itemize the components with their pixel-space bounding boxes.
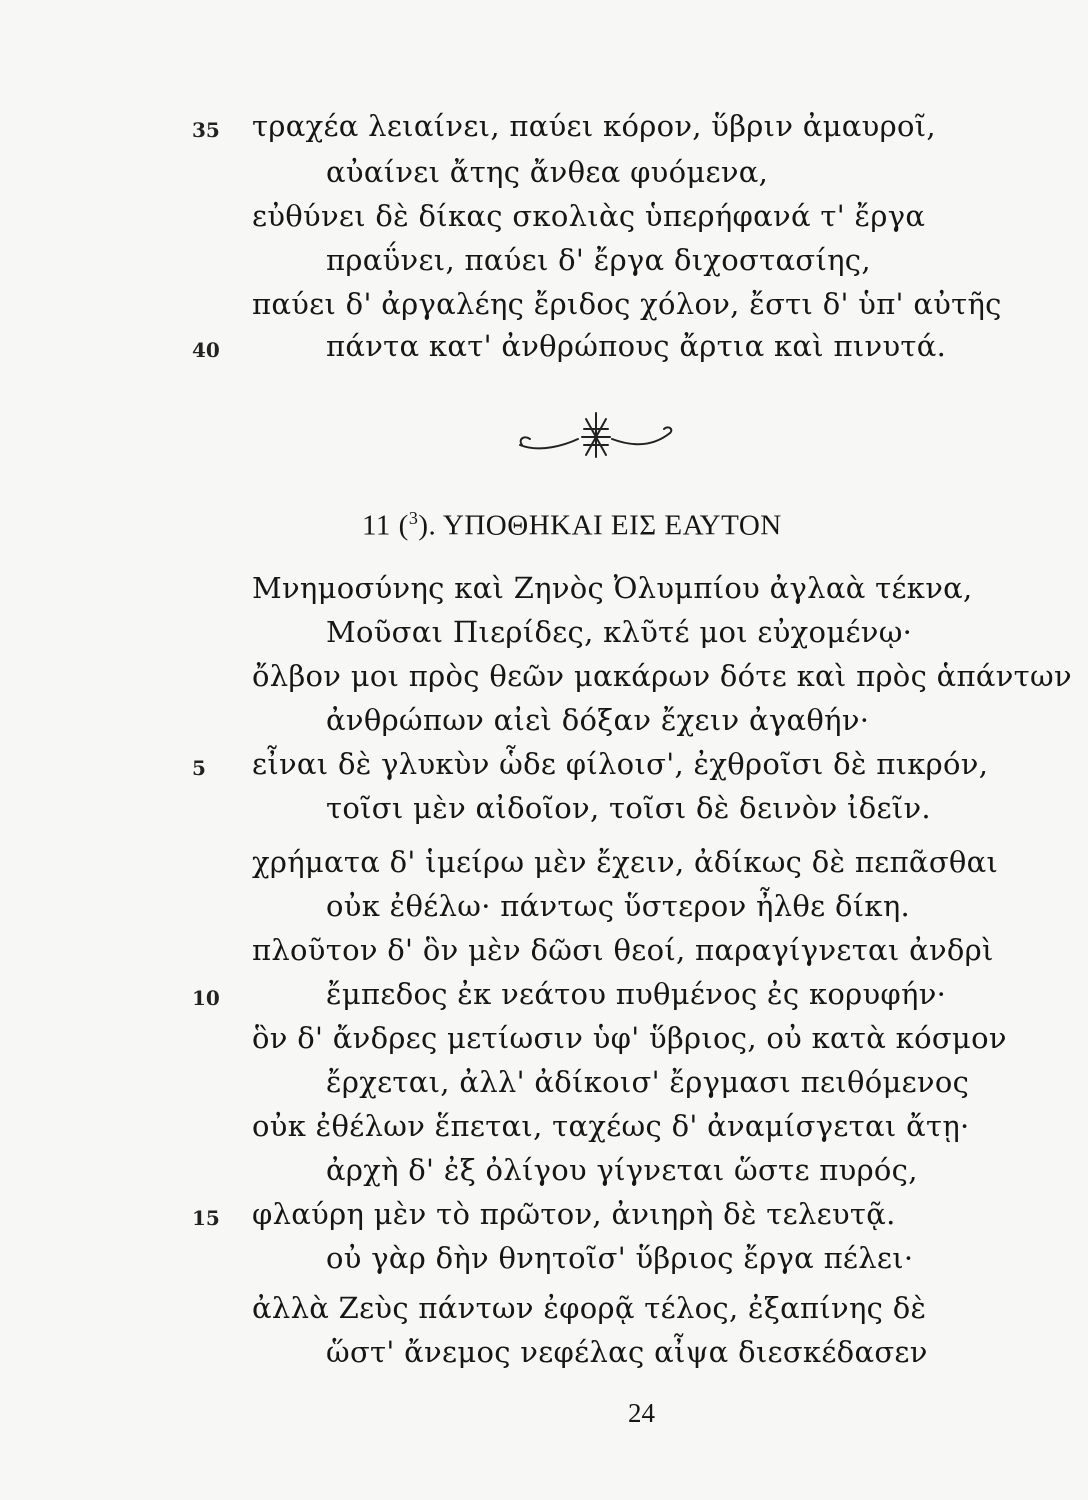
line-number: 35 xyxy=(192,118,220,142)
verse-line: αὐαίνει ἄτης ἄνθεα φυόμενα, xyxy=(326,155,769,189)
verse-line: ὥστ' ἄνεμος νεφέλας αἶψα διεσκέδασεν xyxy=(326,1335,928,1369)
verse-line: οὐ γὰρ δὴν θνητοῖσ' ὕβριος ἔργα πέλει· xyxy=(326,1241,914,1275)
verse-line: τραχέα λειαίνει, παύει κόρον, ὕβριν ἀμαυροῖ, xyxy=(252,109,936,143)
verse-line: ἀνθρώπων αἰεὶ δόξαν ἔχειν ἀγαθήν· xyxy=(326,703,870,737)
line-number: 15 xyxy=(192,1206,220,1230)
verse-line: ἀλλὰ Ζεὺς πάντων ἐφορᾷ τέλος, ἐξαπίνης δὲ xyxy=(252,1291,927,1325)
verse-line: οὐκ ἐθέλων ἕπεται, ταχέως δ' ἀναμίσγεται ἄτῃ· xyxy=(252,1109,970,1143)
verse-line: Μοῦσαι Πιερίδες, κλῦτέ μοι εὐχομένῳ· xyxy=(326,615,913,649)
line-number: 10 xyxy=(192,986,220,1010)
verse-line: Μνημοσύνης καὶ Ζηνὸς Ὀλυμπίου ἀγλαὰ τέκνα, xyxy=(252,571,973,605)
section-heading: 11 ($^3$). ΥΠΟΘΗΚΑΙ ΕΙΣ ΕΑΥΤΟΝ xyxy=(362,508,782,542)
ornament-icon xyxy=(510,405,680,465)
verse-line: ὄλβον μοι πρὸς θεῶν μακάρων δότε καὶ πρὸς ἁπάντων xyxy=(252,659,1072,693)
verse-line: τοῖσι μὲν αἰδοῖον, τοῖσι δὲ δεινὸν ἰδεῖν. xyxy=(326,791,931,825)
line-number: 5 xyxy=(192,756,206,780)
line-number: 40 xyxy=(192,338,220,362)
verse-line: φλαύρη μὲν τὸ πρῶτον, ἀνιηρὴ δὲ τελευτᾷ. xyxy=(252,1197,896,1231)
page-number: 24 xyxy=(628,1398,655,1428)
verse-line: χρήματα δ' ἱμείρω μὲν ἔχειν, ἀδίκως δὲ πεπᾶσθαι xyxy=(252,845,999,879)
verse-line: οὐκ ἐθέλω· πάντως ὕστερον ἦλθε δίκη. xyxy=(326,889,911,923)
verse-line: πλοῦτον δ' ὃν μὲν δῶσι θεοί, παραγίγνεται ἀνδρὶ xyxy=(252,933,994,967)
verse-line: ἀρχὴ δ' ἐξ ὀλίγου γίγνεται ὥστε πυρός, xyxy=(326,1153,918,1187)
verse-line: πραΰνει, παύει δ' ἔργα διχοστασίης, xyxy=(326,243,871,277)
verse-line: εἶναι δὲ γλυκὺν ὧδε φίλοισ', ἐχθροῖσι δὲ πικρόν, xyxy=(252,747,989,781)
verse-line: εὐθύνει δὲ δίκας σκολιὰς ὑπερήφανά τ' ἔργα xyxy=(252,199,926,233)
verse-line: πάντα κατ' ἀνθρώπους ἄρτια καὶ πινυτά. xyxy=(326,329,947,363)
verse-line: ἔρχεται, ἀλλ' ἀδίκοισ' ἔργμασι πειθόμενος xyxy=(326,1065,970,1099)
verse-line: παύει δ' ἀργαλέης ἔριδος χόλον, ἔστι δ' ὑπ' αὐτῆς xyxy=(252,287,1002,321)
verse-line: ἔμπεδος ἐκ νεάτου πυθμένος ἐς κορυφήν· xyxy=(326,977,947,1011)
verse-line: ὃν δ' ἄνδρες μετίωσιν ὑφ' ὕβριος, οὐ κατὰ κόσμον xyxy=(252,1021,1007,1055)
